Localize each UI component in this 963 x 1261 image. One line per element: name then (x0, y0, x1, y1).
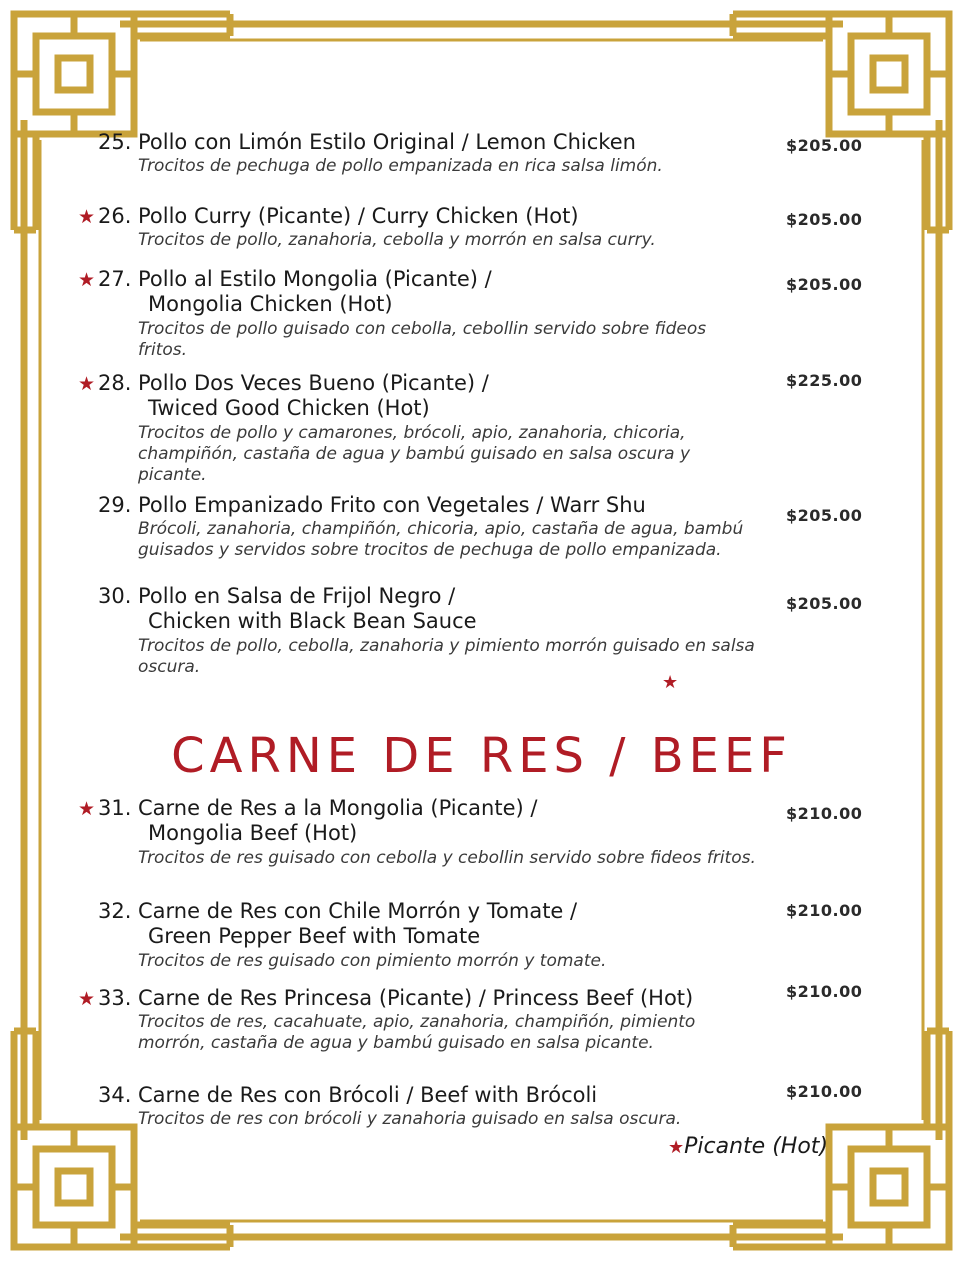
item-name-line2: Mongolia Beef (Hot) (148, 821, 358, 845)
item-name-line1: Pollo Empanizado Frito con Vegetales / Warr Shu (138, 493, 646, 517)
item-name-line1: Carne de Res con Chile Morrón y Tomate / (138, 899, 578, 923)
item-price: $210.00 (786, 901, 863, 920)
item-description: Trocitos de res guisado con pimiento morrón y tomate. (138, 951, 607, 971)
item-name-line1: Pollo con Limón Estilo Original / Lemon Chicken (138, 130, 636, 154)
item-price: $210.00 (786, 982, 863, 1001)
item-number: 25. (98, 130, 132, 154)
item-price: $205.00 (786, 506, 863, 525)
item-name (138, 371, 489, 421)
item-name-line1: Pollo al Estilo Mongolia (Picante) / (138, 267, 492, 291)
item-name (138, 493, 646, 518)
item-number: 30. (98, 584, 132, 608)
hot-legend (668, 1134, 828, 1159)
item-description: Brócoli, zanahoria, champiñón, chicoria, apio, castaña de agua, bambú guisados y servidos sobre trocitos de pechuga de pollo empanizada. (138, 519, 744, 560)
item-name (138, 1083, 597, 1108)
item-name (138, 796, 537, 846)
item-description: Trocitos de pechuga de pollo empanizada en rica salsa limón. (138, 156, 663, 176)
section-title: CARNE DE RES / BEEF (171, 728, 792, 784)
item-name-line1: Carne de Res con Brócoli / Beef with Brócoli (138, 1083, 598, 1107)
item-name (138, 130, 636, 155)
item-description: Trocitos de res, cacahuate, apio, zanahoria, champiñón, pimiento morrón, castaña de agua y bambú guisado en salsa picante. (138, 1012, 696, 1053)
star-icon: ★ (78, 269, 96, 291)
item-description: Trocitos de pollo y camarones, brócoli, apio, zanahoria, chicoria, champiñón, castaña de agua y bambú guisado en salsa oscura y picante. (138, 423, 691, 485)
star-icon: ★ (78, 988, 96, 1010)
item-name-line1: Carne de Res a la Mongolia (Picante) / (138, 796, 538, 820)
legend-text: Picante (Hot) (684, 1134, 828, 1159)
item-description: Trocitos de pollo, zanahoria, cebolla y morrón en salsa curry. (138, 230, 656, 250)
item-price: $205.00 (786, 136, 863, 155)
item-name-line1: Carne de Res Princesa (Picante) / Princess Beef (Hot) (138, 986, 694, 1010)
star-icon: ★ (78, 206, 96, 228)
item-price: $225.00 (786, 371, 863, 390)
item-price: $210.00 (786, 1082, 863, 1101)
star-icon: ★ (668, 1137, 685, 1158)
item-number: 26. (98, 204, 132, 228)
item-name-line1: Pollo en Salsa de Frijol Negro / (138, 584, 456, 608)
item-name (138, 204, 579, 229)
item-number: 29. (98, 493, 132, 517)
item-description: Trocitos de pollo guisado con cebolla, cebollin servido sobre fideos fritos. (138, 319, 707, 360)
item-description: Trocitos de res con brócoli y zanahoria guisado en salsa oscura. (138, 1109, 682, 1129)
item-price: $205.00 (786, 210, 863, 229)
item-description: Trocitos de res guisado con cebolla y cebollin servido sobre fideos fritos. (138, 848, 756, 868)
star-icon: ★ (78, 798, 96, 820)
item-number: 34. (98, 1083, 132, 1107)
item-number: 28. (98, 371, 132, 395)
item-name (138, 584, 477, 634)
star-icon: ★ (662, 672, 679, 693)
item-name (138, 986, 693, 1011)
item-number: 31. (98, 796, 132, 820)
item-name (138, 267, 492, 317)
item-price: $205.00 (786, 275, 863, 294)
item-number: 32. (98, 899, 132, 923)
item-name (138, 899, 577, 949)
star-icon: ★ (78, 373, 96, 395)
item-name-line2: Green Pepper Beef with Tomate (148, 924, 481, 948)
item-name-line2: Mongolia Chicken (Hot) (148, 292, 393, 316)
item-name-line2: Chicken with Black Bean Sauce (148, 609, 477, 633)
item-price: $210.00 (786, 804, 863, 823)
item-name-line2: Twiced Good Chicken (Hot) (148, 396, 430, 420)
item-number: 27. (98, 267, 132, 291)
item-number: 33. (98, 986, 132, 1010)
item-name-line1: Pollo Dos Veces Bueno (Picante) / (138, 371, 489, 395)
item-price: $205.00 (786, 594, 863, 613)
item-description: Trocitos de pollo, cebolla, zanahoria y pimiento morrón guisado en salsa oscura. (138, 636, 755, 677)
item-name-line1: Pollo Curry (Picante) / Curry Chicken (Hot) (138, 204, 579, 228)
